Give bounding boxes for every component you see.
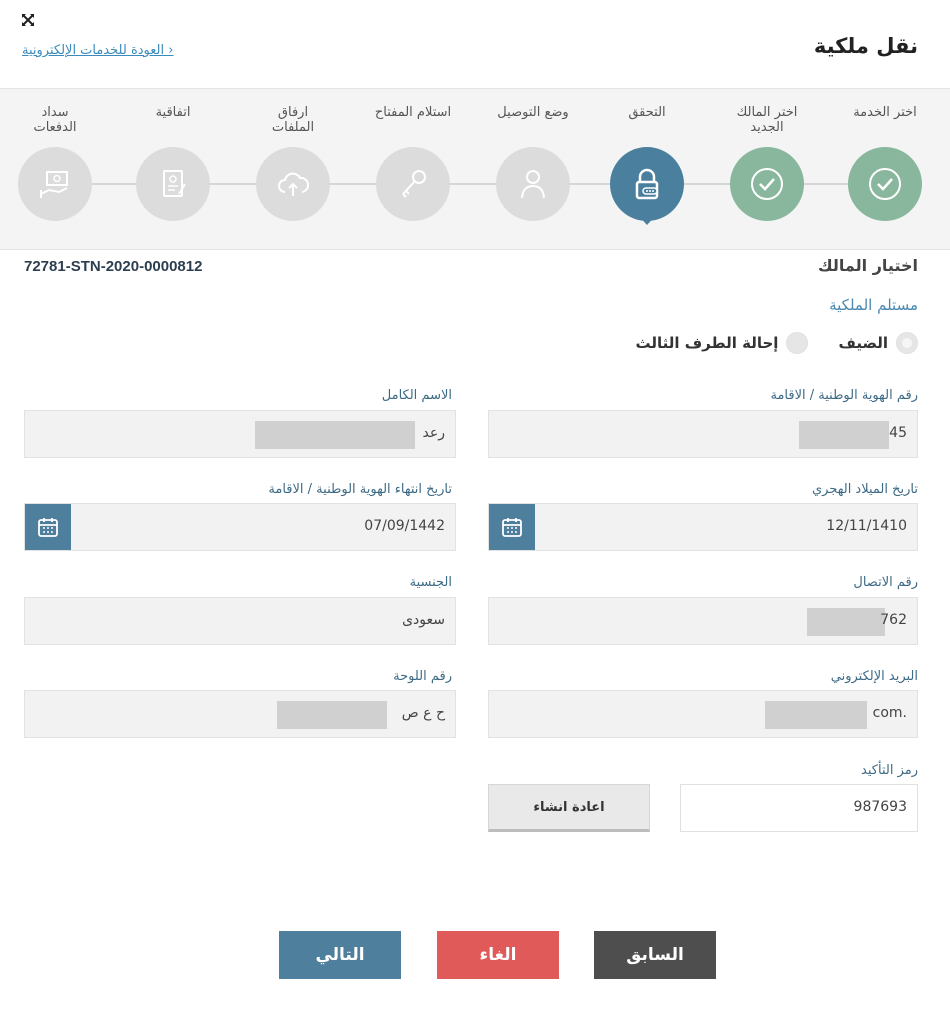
nationality-field[interactable] [24,597,456,645]
email-label: البريد الإلكتروني [830,669,918,684]
radio-circle[interactable] [786,332,808,354]
previous-button[interactable]: السابق [594,931,716,979]
recipient-type-radio-group [636,332,919,354]
confirmation-code-label: رمز التأكيد [861,763,918,778]
plate-number-field[interactable] [24,690,456,738]
phone-field[interactable] [488,597,918,645]
section-title: اختيار المالك [818,256,918,275]
nationality-label: الجنسية [409,575,452,590]
hijri-birth-date-label: تاريخ الميلاد الهجري [812,482,918,497]
redaction-mask [277,701,387,729]
step-label: وضع التوصيل [497,105,569,120]
step-circle [610,147,684,221]
national-id-label: رقم الهوية الوطنية / الاقامة [770,388,918,403]
delivery-person-icon [513,164,553,204]
step-circle [256,147,330,221]
next-button[interactable]: التالي [279,931,401,979]
radio-guest[interactable] [838,332,918,354]
confirmation-code-value: 987693 [853,799,907,815]
check-icon [865,164,905,204]
step-agreement [118,89,228,249]
step-verification [592,89,702,249]
calendar-icon [501,516,523,538]
active-step-pointer [636,213,658,225]
step-circle [848,147,922,221]
id-expiry-date-value: 07/09/1442 [364,518,445,534]
id-expiry-date-label: تاريخ انتهاء الهوية الوطنية / الاقامة [268,482,452,497]
nationality-value: سعودى [402,612,445,628]
step-circle [496,147,570,221]
cancel-button[interactable]: الغاء [437,931,559,979]
radio-label: الضيف [838,334,888,352]
phone-value: 762 [880,612,907,628]
step-label: سداد الدفعات [33,105,77,135]
redaction-mask [799,421,889,449]
full-name-label: الاسم الكامل [381,388,452,403]
regenerate-code-button[interactable]: اعادة انشاء [488,784,650,832]
step-attach-files [238,89,348,249]
step-circle [376,147,450,221]
national-id-field[interactable] [488,410,918,458]
redaction-mask [255,421,415,449]
phone-label: رقم الاتصال [853,575,918,590]
step-payments [0,89,110,249]
check-icon [747,164,787,204]
payment-icon [35,164,75,204]
expand-icon[interactable] [20,12,36,28]
progress-stepper [0,88,950,250]
step-key-receipt [358,89,468,249]
email-field[interactable] [488,690,918,738]
request-id: 72781-STN-2020-0000812 [24,258,203,275]
plate-number-label: رقم اللوحة [393,669,452,684]
confirmation-code-input[interactable] [680,784,918,832]
hijri-birth-date-field[interactable] [488,503,918,551]
plate-number-value: ح ع ص [401,705,445,721]
step-delivery-mode [478,89,588,249]
email-value: .com [872,705,907,721]
calendar-icon [37,516,59,538]
step-label: اختر المالك الجديد [736,105,798,135]
step-label: ارفاق الملفات [271,105,315,135]
key-icon [393,164,433,204]
redaction-mask [807,608,885,636]
cloud-upload-icon [273,164,313,204]
back-to-eservices-link[interactable]: ‹ العودة للخدمات الإلكترونية [22,43,174,58]
calendar-button[interactable] [489,504,535,550]
radio-circle[interactable] [896,332,918,354]
hijri-birth-date-value: 12/11/1410 [826,518,907,534]
subsection-title: مستلم الملكية [829,296,918,314]
step-label: استلام المفتاح [374,105,452,120]
step-label: اختر الخدمة [853,105,917,120]
step-choose-service [830,89,940,249]
lock-icon [627,164,667,204]
full-name-field[interactable] [24,410,456,458]
radio-third-party[interactable] [636,332,809,354]
id-expiry-date-field[interactable] [24,503,456,551]
step-circle [18,147,92,221]
step-circle [730,147,804,221]
redaction-mask [765,701,867,729]
full-name-value: رعد [422,425,445,441]
step-circle [136,147,210,221]
calendar-button[interactable] [25,504,71,550]
step-label: اتفاقية [155,105,191,120]
agreement-document-icon [153,164,193,204]
national-id-value: 45 [889,425,907,441]
step-choose-new-owner [712,89,822,249]
radio-label: إحالة الطرف الثالث [635,334,779,352]
page-title: نقل ملكية [813,34,918,58]
step-label: التحقق [628,105,666,120]
